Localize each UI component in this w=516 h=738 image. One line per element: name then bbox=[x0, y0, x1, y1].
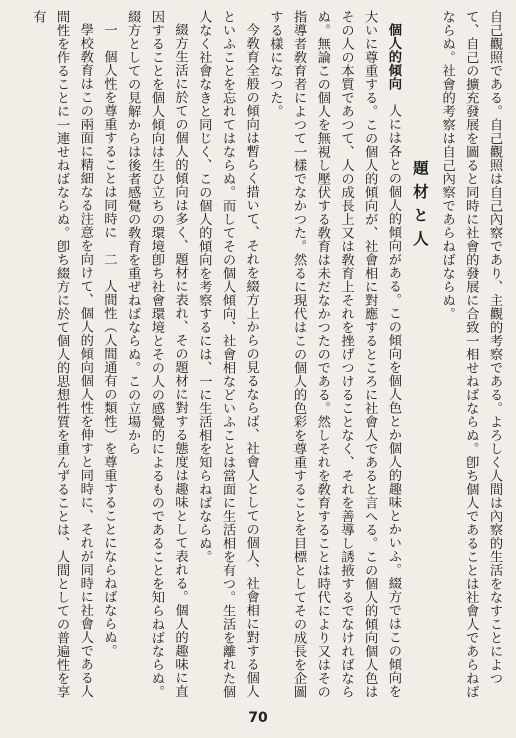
page-number: 70 bbox=[248, 710, 268, 726]
section-heading: 題材と人 bbox=[410, 160, 430, 254]
vertical-text-block bbox=[16, 10, 506, 700]
section-paragraph-1 bbox=[263, 10, 405, 700]
section-subheading: 個人的傾向 bbox=[385, 23, 401, 91]
list-paragraph: 學校敎育はこの兩面に精細なる注意を向けて、個人的傾向個人性を伸すと同時に、それが同時に社會人である人間性を作ることに一連せねばならぬ。卽ち綴方に於て個人的思想性質を重んずることは、人間としての普遍性を享有 bbox=[30, 10, 93, 699]
section-paragraph-2: 今敎育全般の傾向は暫らく措いて、それを綴方上からの見るならば、社會人としての個人、社會相に對する個人といふことを忘れてはならぬ。而してその個人傾向、社會相などいふことは當面に生活相を有つ。生活を離れた個人なく社會なきと同じく、この個人的傾向を考察するには、一に生活相を知らねばならぬ。 bbox=[196, 10, 259, 699]
section-paragraph-1-text: 人には各との個人的傾向がある。この傾向を個人色とか個人的趣味とかいふ。綴方ではこの傾向を大いに尊重する。この個人的傾向が、社會相に對應するところに社會人であると言へる。この個人的傾向個人色はその人の本質であつて、人の成長上又は敎育上それを挫げつけることなく、それを善導し誘掖するでなければならぬ。無論この個人を無視し壓伏する敎育は未だなかつたのである。然しそれを敎育することは時代により又はその指導者敎育者によつて一樣でなかつた。然るに現代はこの個人的色彩を尊重することを目標としてその成長を企圖する樣になつた。 bbox=[267, 10, 401, 699]
section-paragraph-3: 綴方生活に於ての個人的傾向は多く、題材に表れ、その題材に對する態度は趣味として表れる。個人的趣味に直因することを個人傾向は生ひ立ちの環境卽ち社會環境とその人の感覺的によるものであることを知らねばならぬ。綴方としての見解からは後者感覺の敎育を重ぜねばならぬ。この立場から bbox=[125, 10, 188, 699]
list-item-1: 一 個人性を尊重することは同時に 二 人間性（人間通有の類性）を尊重することにならねばならぬ。 bbox=[101, 23, 117, 658]
intro-paragraph: 自己觀照である。自己觀照は自己內察であり、主觀的考察である。よろしく人間は內察的生活をなすことによつて、自己の擴充發展を圖ると同時に社會的發展に合致一相せねばならぬ。卽ち個人であることは社會人であらねばならぬ。社會的考察は自己內察であらねばならぬ。 bbox=[439, 10, 502, 699]
